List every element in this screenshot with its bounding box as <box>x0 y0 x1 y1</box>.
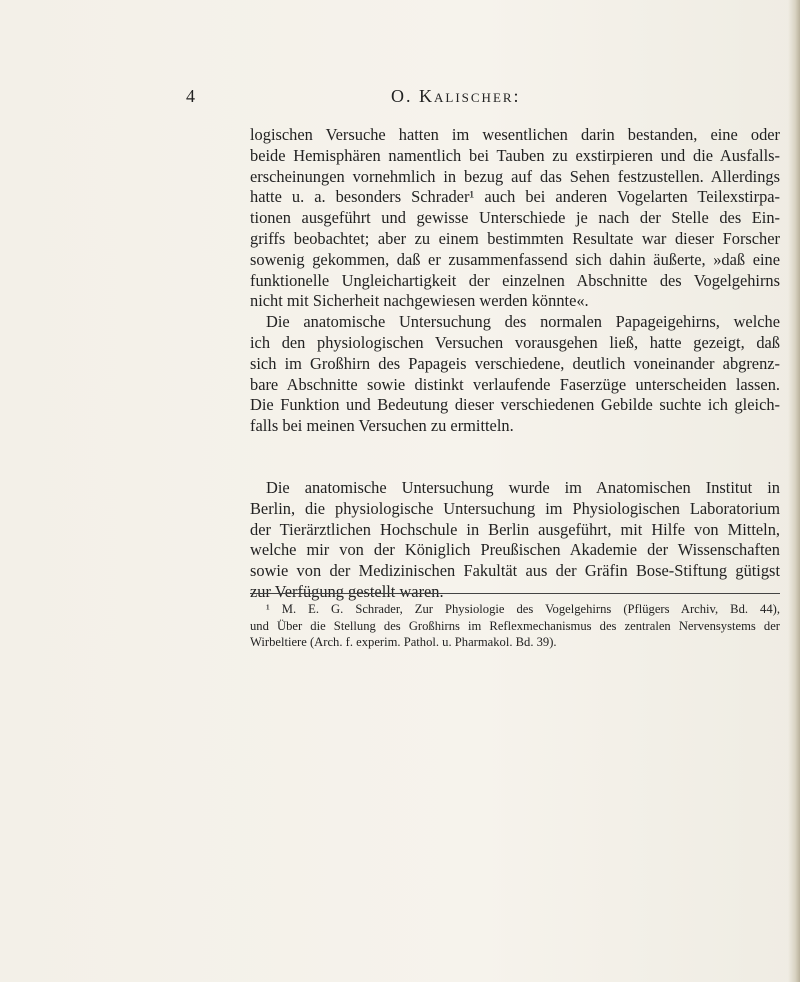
text-line: Die anatomische Untersuchung des normalen Papageigehirns, welche <box>266 312 780 332</box>
text-line: welche mir von der Königlich Preußischen Akademie der Wissenschaften <box>250 540 780 560</box>
text-line: tionen ausgeführt und gewisse Unterschiede je nach der Stelle des Ein- <box>250 208 780 228</box>
text-line: erscheinungen vornehmlich in bezug auf das Sehen festzustellen. Allerdings <box>250 166 780 186</box>
text-line: Die Funktion und Bedeutung dieser verschiedenen Gebilde suchte ich gleich- <box>250 395 780 415</box>
footnote-divider <box>250 593 780 594</box>
footnote-line: ¹ M. E. G. Schrader, Zur Physiologie des Vogelgehirns (Pflügers Archiv, Bd. 44), <box>266 602 780 616</box>
text-line: sowenig gekommen, daß er zusammenfassend sich dahin äußerte, »daß eine <box>250 249 780 269</box>
text-line: Berlin, die physiologische Untersuchung im Physiologischen Laboratorium <box>250 498 780 518</box>
text-line: Die anatomische Untersuchung wurde im Anatomischen Institut in <box>266 477 780 497</box>
running-head: O. Kalischer: <box>391 86 521 106</box>
paragraph-2 <box>250 312 780 437</box>
page-header <box>186 86 536 112</box>
text-line: griffs beobachtet; aber zu einem bestimmten Resultate war dieser Forscher <box>250 228 780 248</box>
page-edge-shadow <box>788 0 800 982</box>
text-line: zur Verfügung gestellt waren. <box>250 581 444 601</box>
footnote-line: Wirbeltiere (Arch. f. experim. Pathol. u. Pharmakol. Bd. 39). <box>250 635 557 649</box>
text-line: nicht mit Sicherheit nachgewiesen werden könnte«. <box>250 291 589 311</box>
footnote <box>250 601 780 651</box>
footnote-line: und Über die Stellung des Großhirns im Reflexmechanismus des zentralen Nervensystems der <box>250 618 780 633</box>
section-gap <box>250 437 780 478</box>
text-line: beide Hemisphären namentlich bei Tauben zu exstirpieren und die Ausfalls- <box>250 145 780 165</box>
text-line: ich den physiologischen Versuchen vorausgehen ließ, hatte gezeigt, daß <box>250 332 780 352</box>
body-text <box>250 125 780 603</box>
paragraph-3 <box>250 478 780 603</box>
text-line: falls bei meinen Versuchen zu ermitteln. <box>250 416 514 436</box>
text-line: bare Abschnitte sowie distinkt verlaufende Faserzüge unterscheiden lassen. <box>250 374 780 394</box>
page-number: 4 <box>186 86 195 106</box>
paragraph-1 <box>250 125 780 312</box>
text-line: der Tierärztlichen Hochschule in Berlin ausgeführt, mit Hilfe von Mitteln, <box>250 519 780 539</box>
text-line: logischen Versuche hatten im wesentlichen darin bestanden, eine oder <box>250 125 780 144</box>
text-line: funktionelle Ungleichartigkeit der einzelnen Abschnitte des Vogelgehirns <box>250 270 780 290</box>
text-line: hatte u. a. besonders Schrader¹ auch bei anderen Vogelarten Teilexstirpa- <box>250 187 780 207</box>
text-line: sich im Großhirn des Papageis verschiedene, deutlich voneinander abgrenz- <box>250 353 780 373</box>
text-line: sowie von der Medizinischen Fakultät aus der Gräfin Bose-Stiftung gütigst <box>250 561 780 581</box>
